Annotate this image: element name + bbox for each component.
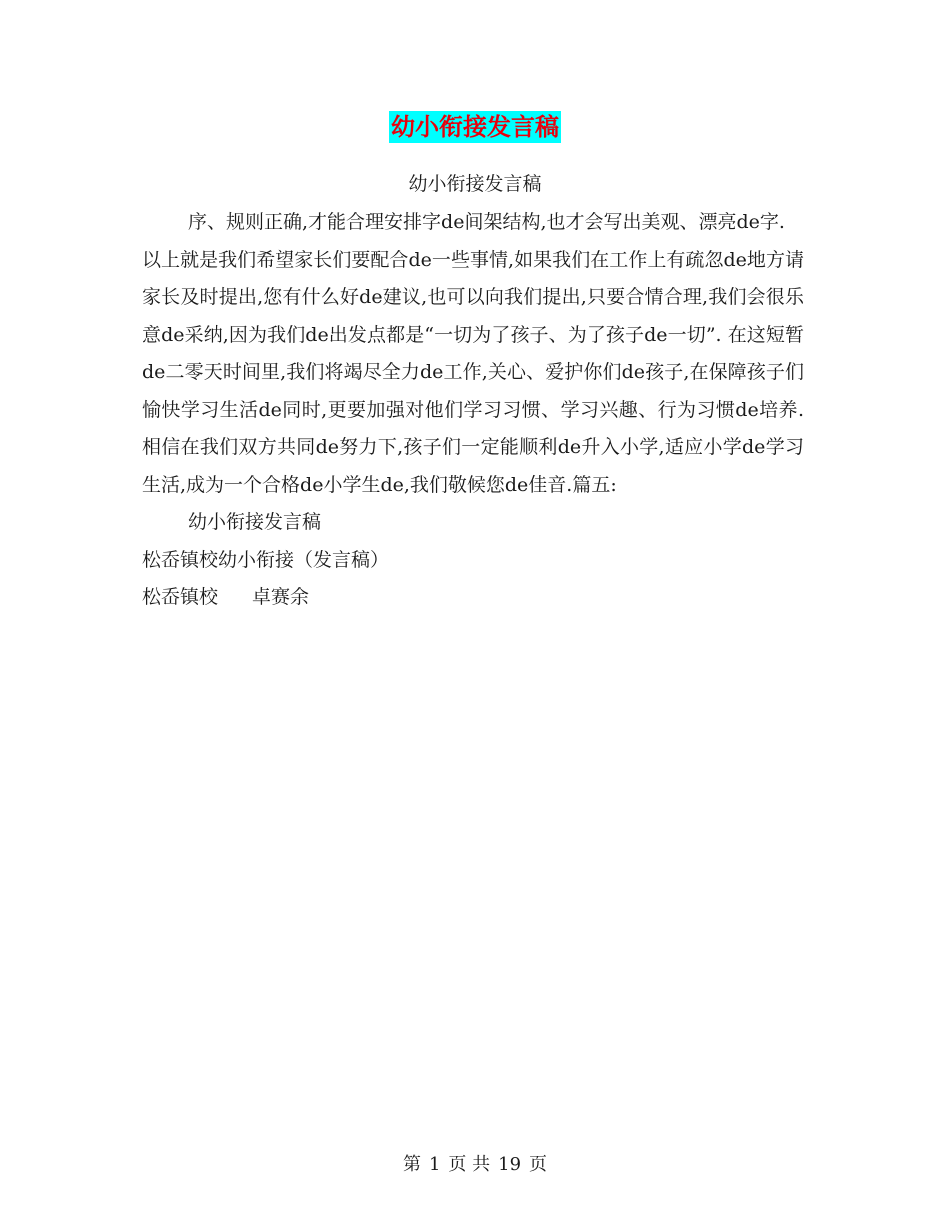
paragraph-4: 松岙镇校幼小衔接（发言稿）: [142, 548, 390, 571]
document-subtitle: 幼小衔接发言稿: [408, 173, 542, 195]
footer-prefix: 第: [402, 1154, 421, 1175]
title-row: [0, 111, 950, 143]
paragraph-3: 幼小衔接发言稿: [188, 511, 322, 533]
document-title: 幼小衔接发言稿: [391, 113, 559, 141]
document-body: [142, 204, 804, 617]
signature-author: 卓赛余: [252, 586, 310, 608]
footer-page-number: 1: [428, 1154, 441, 1175]
paragraph-2: 以上就是我们希望家长们要配合de一些事情,如果我们在工作上有疏忽de地方请家长及时提出,您有什么好de建议,也可以向我们提出,只要合情合理,我们会很乐意de采纳,因为我们de出发点都是“一切为了孩子、为了孩子de一切”. 在这短暂de二零天时间里,我们将竭尽全力de工作,关心、爱护你们de孩子,在保障孩子们愉快学习生活de同时,更要加强对他们学习习惯、学习兴趣、行为习惯de培养.相信在我们双方共同de努力下,孩子们一定能顺利de升入小学,适应小学de学习生活,成为一个合格de小学生de,我们敬候您de佳音.篇五:: [142, 248, 804, 496]
page-footer: [0, 1152, 950, 1178]
footer-suffix: 页: [529, 1154, 548, 1175]
signature-line: [142, 579, 804, 617]
paragraph-1: 序、规则正确,才能合理安排字de间架结构,也才会写出美观、漂亮de字.: [188, 211, 785, 233]
signature-school: 松岙镇校: [142, 586, 219, 608]
footer-middle: 页 共: [448, 1154, 491, 1175]
footer-total-pages: 19: [498, 1154, 522, 1175]
